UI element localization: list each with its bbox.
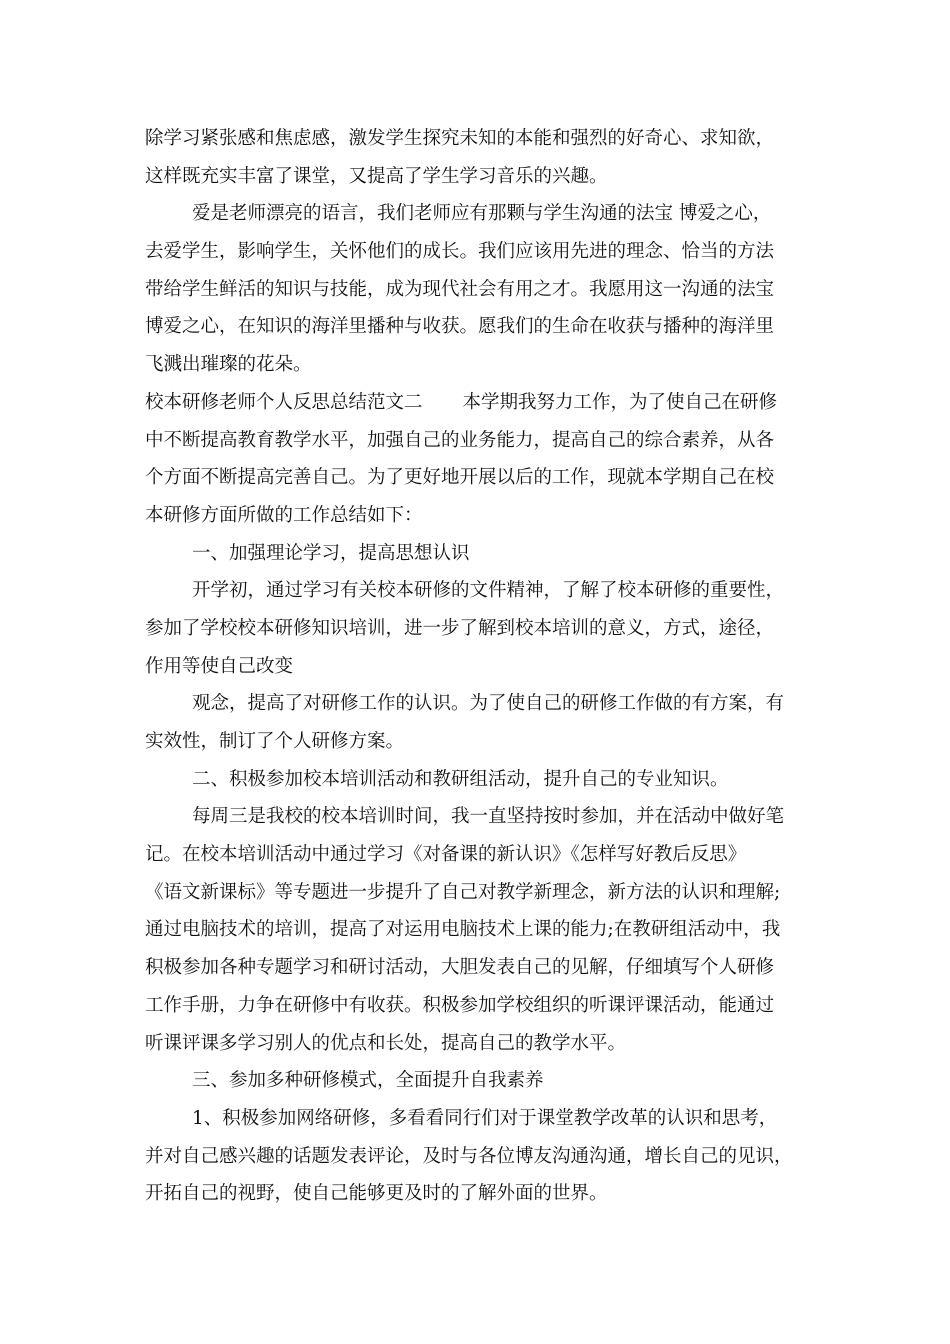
heading-line: 二、积极参加校本培训活动和教研组活动，提升自己的专业知识。: [192, 768, 729, 790]
text-line: 飞溅出璀璨的花朵。: [145, 354, 312, 376]
text-line: 本研修方面所做的工作总结如下：: [145, 504, 423, 526]
text-line: 《语文新课标》等专题进一步提升了自己对教学新理念，新方法的认识和理解;: [145, 881, 781, 903]
text-line: 爱是老师漂亮的语言，我们老师应有那颗与学生沟通的法宝 博爱之心，: [192, 203, 772, 225]
text-line: 参加了学校校本研修知识培训，进一步了解到校本培训的意义，方式，途径，: [145, 617, 775, 639]
text-line: 带给学生鲜活的知识与技能，成为现代社会有用之才。我愿用这一沟通的法宝: [145, 278, 775, 300]
document-body: [145, 120, 810, 1213]
text-line: 开拓自己的视野，使自己能够更及时的了解外面的世界。: [145, 1183, 608, 1205]
text-line: 博爱之心，在知识的海洋里播种与收获。愿我们的生命在收获与播种的海洋里: [145, 316, 775, 338]
text-line: 工作手册，力争在研修中有收获。积极参加学校组织的听课评课活动，能通过: [145, 994, 775, 1016]
text-line: 积极参加各种专题学习和研讨活动，大胆发表自己的见解，仔细填写个人研修: [145, 957, 775, 979]
section-title: 校本研修老师个人反思总结范文二: [145, 391, 423, 413]
section-title-line: [145, 384, 810, 422]
text-line: 1、积极参加网络研修，多看看同行们对于课堂教学改革的认识和思考，: [192, 1107, 778, 1129]
text-line: 每周三是我校的校本培训时间，我一直坚持按时参加，并在活动中做好笔: [192, 806, 785, 828]
text-line: 记。在校本培训活动中通过学习《对备课的新认识》《怎样写好教后反思》: [145, 844, 747, 866]
text-line: 通过电脑技术的培训，提高了对运用电脑技术上课的能力;在教研组活动中，我: [145, 919, 781, 941]
text-line: 听课评课多学习别人的优点和长处，提高自己的教学水平。: [145, 1032, 627, 1054]
text-line: 这样既充实丰富了课堂，又提高了学生学习音乐的兴趣。: [145, 165, 608, 187]
text-line: 观念，提高了对研修工作的认识。为了使自己的研修工作做的有方案，有: [192, 693, 785, 715]
text-line: 去爱学生，影响学生，关怀他们的成长。我们应该用先进的理念、恰当的方法: [145, 241, 775, 263]
text-line: 实效性，制订了个人研修方案。: [145, 731, 405, 752]
heading-line: 一、加强理论学习，提高思想认识: [192, 542, 470, 564]
heading-line: 三、参加多种研修模式，全面提升自我素养: [192, 1070, 544, 1092]
text-line: 并对自己感兴趣的话题发表评论，及时与各位博友沟通沟通，增长自己的见识，: [145, 1145, 793, 1167]
text-line: 除学习紧张感和焦虑感，激发学生探究未知的本能和强烈的好奇心、求知欲，: [145, 128, 775, 149]
text-line: 个方面不断提高完善自己。为了更好地开展以后的工作，现就本学期自己在校: [145, 467, 775, 489]
text-line: 本学期我努力工作，为了使自己在研修: [462, 391, 778, 413]
text-line: 作用等使自己改变: [145, 655, 294, 677]
text-line: 中不断提高教育教学水平，加强自己的业务能力，提高自己的综合素养，从各: [145, 429, 775, 451]
text-line: 开学初，通过学习有关校本研修的文件精神，了解了校本研修的重要性，: [192, 580, 785, 602]
